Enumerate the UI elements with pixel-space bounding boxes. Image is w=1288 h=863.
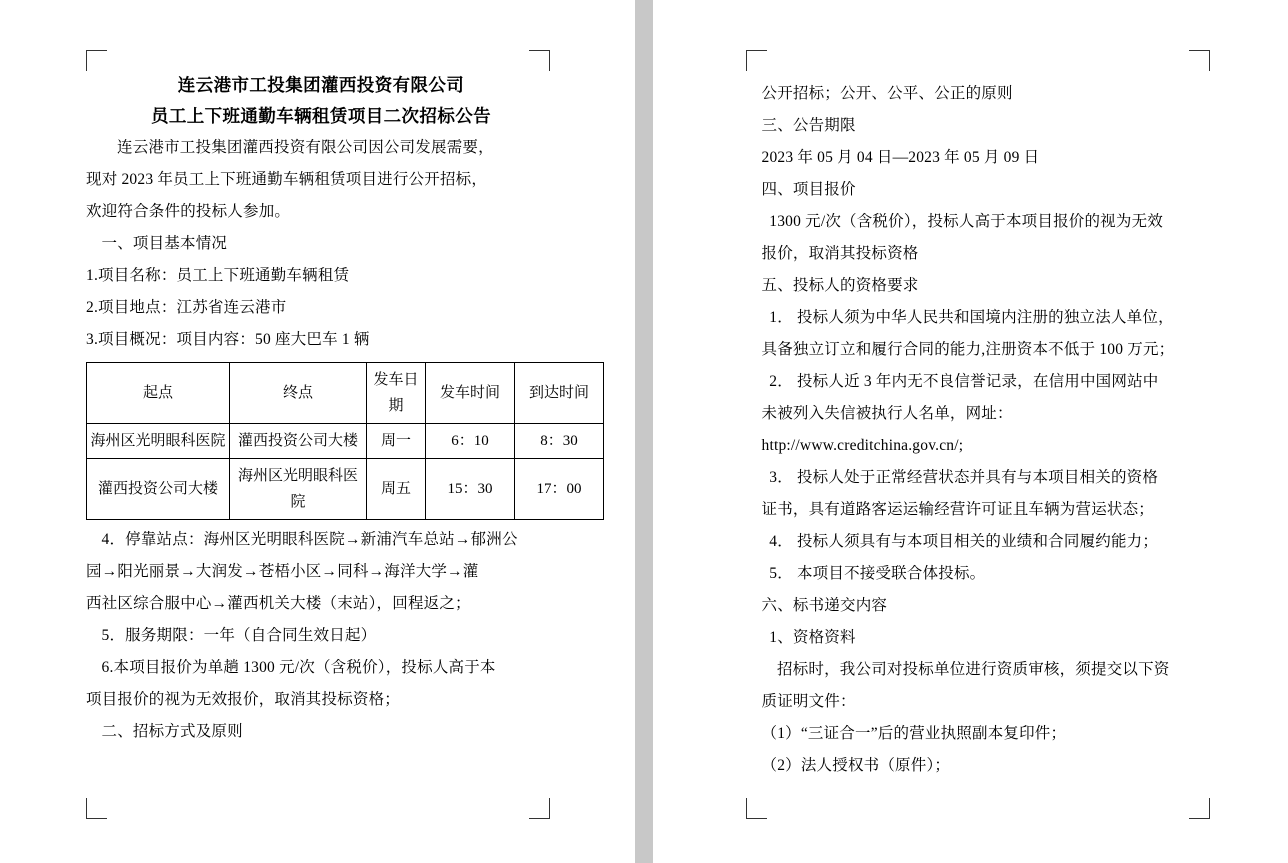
table-header-departure-time: 发车时间 — [426, 363, 515, 424]
qualification-3-line2: 证书，具有道路客运运输经营许可证且车辆为营运状态； — [761, 501, 1155, 518]
cell-arrival-2: 17：00 — [515, 459, 604, 520]
cell-destination-2: 海州区光明眼科医院 — [230, 459, 367, 520]
line-tender-principle: 公开招标；公开、公平、公正的原则 — [761, 85, 1013, 102]
cell-origin-2: 灌西投资公司大楼 — [87, 459, 230, 520]
table-header-origin: 起点 — [87, 363, 230, 424]
document-page-right — [653, 0, 1288, 863]
item-project-location: 2.项目地点：江苏省连云港市 — [86, 299, 287, 316]
submission-doc-1: （1）“三证合一”后的营业执照副本复印件； — [761, 725, 1067, 742]
section-4-heading: 四、项目报价 — [761, 181, 856, 198]
table-header-departure-date: 发车日期 — [367, 363, 426, 424]
section-3-heading: 三、公告期限 — [761, 117, 856, 134]
qualification-2-line1: 2． 投标人近 3 年内无不良信誉记录，在信用中国网站中 — [769, 373, 1159, 390]
crop-mark-top-left — [746, 50, 767, 71]
cell-date-2: 周五 — [367, 459, 426, 520]
qualification-1-line1: 1． 投标人须为中华人民共和国境内注册的独立法人单位， — [769, 309, 1174, 326]
cell-destination-1: 灌西投资公司大楼 — [230, 424, 367, 459]
line-announcement-period: 2023 年 05 月 04 日—2023 年 05 月 09 日 — [761, 149, 1040, 166]
submission-note-line1: 招标时，我公司对投标单位进行资质审核，须提交以下资 — [777, 661, 1170, 678]
table-row — [87, 424, 604, 459]
bus-schedule-table — [86, 362, 604, 520]
credit-china-url[interactable]: http://www.creditchina.gov.cn/; — [761, 437, 964, 454]
section-1-heading: 一、项目基本情况 — [101, 235, 228, 252]
crop-mark-bottom-right — [529, 798, 550, 819]
table-header-row — [87, 363, 604, 424]
crop-mark-top-right — [1189, 50, 1210, 71]
item-project-overview: 3.项目概况：项目内容：50 座大巴车 1 辆 — [86, 331, 370, 348]
qualification-2-line2: 未被列入失信被执行人名单，网址： — [761, 405, 1013, 422]
cell-departure-1: 6：10 — [426, 424, 515, 459]
crop-mark-top-left — [86, 50, 107, 71]
line-price-1: 1300 元/次（含税价），投标人高于本项目报价的视为无效 — [769, 213, 1163, 230]
intro-line-2: 现对 2023 年员工上下班通勤车辆租赁项目进行公开招标， — [86, 171, 488, 188]
qualification-4: 4． 投标人须具有与本项目相关的业绩和合同履约能力； — [769, 533, 1159, 550]
cell-date-1: 周一 — [367, 424, 426, 459]
qualification-1-line2: 具备独立订立和履行合同的能力,注册资本不低于 100 万元； — [761, 341, 1175, 358]
section-5-heading: 五、投标人的资格要求 — [761, 277, 919, 294]
qualification-5: 5． 本项目不接受联合体投标。 — [769, 565, 986, 582]
crop-mark-bottom-left — [746, 798, 767, 819]
intro-line-3: 欢迎符合条件的投标人参加。 — [86, 203, 291, 220]
line-price-2: 报价，取消其投标资格 — [761, 245, 919, 262]
submission-doc-2: （2）法人授权书（原件）； — [761, 757, 951, 774]
cell-arrival-1: 8：30 — [515, 424, 604, 459]
cell-departure-2: 15：30 — [426, 459, 515, 520]
submission-item-1: 1、资格资料 — [769, 629, 856, 646]
submission-note-line2: 质证明文件： — [761, 693, 856, 710]
table-header-destination: 终点 — [230, 363, 367, 424]
crop-mark-bottom-left — [86, 798, 107, 819]
section-2-heading: 二、招标方式及原则 — [101, 723, 243, 740]
item-project-price-line1: 6.本项目报价为单趟 1300 元/次（含税价），投标人高于本 — [101, 659, 496, 676]
document-title-line2: 员工上下班通勤车辆租赁项目二次招标公告 — [150, 106, 492, 126]
section-6-heading: 六、标书递交内容 — [761, 597, 888, 614]
table-row — [87, 459, 604, 520]
item-stops-line3: 西社区综合服中心→灌西机关大楼（末站），回程返之； — [86, 595, 471, 612]
cell-origin-1: 海州区光明眼科医院 — [87, 424, 230, 459]
qualification-3-line1: 3． 投标人处于正常经营状态并具有与本项目相关的资格 — [769, 469, 1159, 486]
item-service-period: 5．服务期限：一年（自合同生效日起） — [101, 627, 377, 644]
item-stops-line1: 4．停靠站点：海州区光明眼科医院→新浦汽车总站→郁洲公 — [101, 531, 518, 548]
right-page-content — [746, 78, 1216, 782]
document-title-line1: 连云港市工投集团灌西投资有限公司 — [177, 75, 465, 95]
document-page-left — [0, 0, 635, 863]
item-project-price-line2: 项目报价的视为无效报价，取消其投标资格； — [86, 691, 401, 708]
crop-mark-top-right — [529, 50, 550, 71]
item-stops-line2: 园→阳光丽景→大润发→苍梧小区→同科→海洋大学→灌 — [86, 563, 479, 580]
crop-mark-bottom-right — [1189, 798, 1210, 819]
table-header-arrival-time: 到达时间 — [515, 363, 604, 424]
item-project-name: 1.项目名称：员工上下班通勤车辆租赁 — [86, 267, 350, 284]
intro-line-1: 连云港市工投集团灌西投资有限公司因公司发展需要， — [117, 139, 494, 156]
left-page-content — [86, 70, 589, 748]
